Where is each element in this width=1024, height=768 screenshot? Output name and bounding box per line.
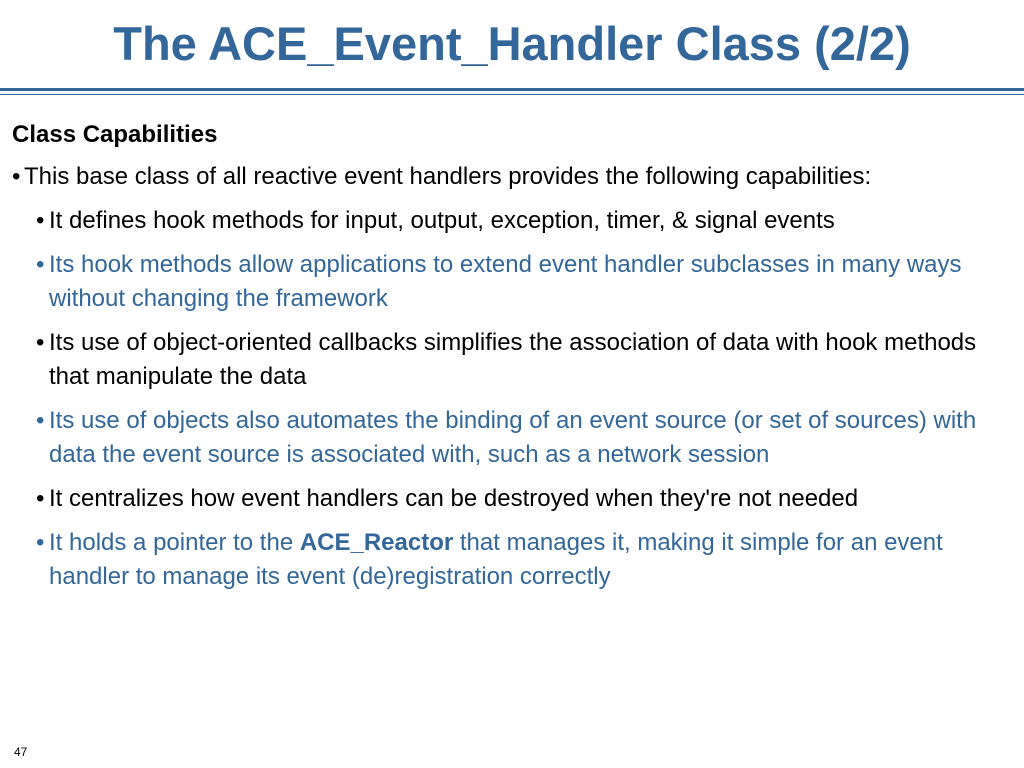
page-number: 47: [14, 745, 28, 759]
bullet-marker: •: [36, 251, 45, 278]
ace-reactor-term: ACE_Reactor: [299, 529, 454, 556]
list-item-text: Its use of object-oriented callbacks simplifies the association of data with hook methods that manipulate the data: [49, 329, 977, 390]
section-heading: Class Capabilities: [12, 121, 218, 148]
bullet-marker: •: [36, 207, 45, 234]
list-item-centralize-destruction: [12, 482, 1002, 516]
list-item-binding-event-source: [12, 404, 1002, 472]
list-item-extend-subclasses: [12, 248, 1002, 316]
list-item-text: Its hook methods allow applications to extend event handler subclasses in many ways without changing the framework: [49, 251, 962, 312]
list-item-text: It defines hook methods for input, output, exception, timer, & signal events: [49, 207, 835, 234]
intro-text: This base class of all reactive event handlers provides the following capabilities:: [24, 163, 872, 190]
list-item-text-after: that manages it, making it simple for an event handler to manage its event (de)registration correctly: [49, 529, 943, 590]
title-divider-thin: [0, 94, 1024, 95]
bullet-marker: •: [36, 329, 45, 356]
list-item-hook-methods: [12, 204, 1002, 238]
bullet-marker: •: [36, 485, 45, 512]
list-item-text: It centralizes how event handlers can be destroyed when they're not needed: [49, 485, 859, 512]
title-divider-thick: [0, 88, 1024, 91]
intro-bullet: [12, 160, 1002, 194]
list-item-oo-callbacks: [12, 326, 1002, 394]
list-item-reactor-pointer: [12, 526, 1002, 594]
bullet-marker: •: [12, 163, 21, 190]
list-item-text: Its use of objects also automates the binding of an event source (or set of sources) with data the event source is associated with, such as a network session: [49, 407, 977, 468]
bullet-marker: •: [36, 407, 45, 434]
slide-body: [12, 118, 1002, 604]
list-item-text-before: It holds a pointer to the: [49, 529, 300, 556]
bullet-marker: •: [36, 529, 45, 556]
slide-title: The ACE_Event_Handler Class (2/2): [113, 17, 911, 70]
